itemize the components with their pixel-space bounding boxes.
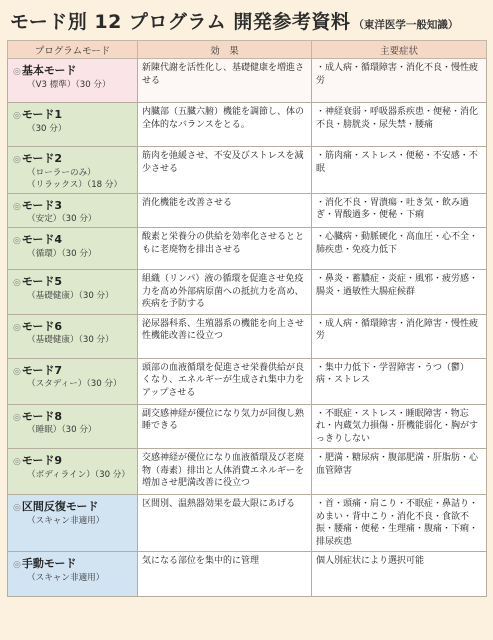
header-symptoms: 主要症状	[312, 41, 487, 59]
effect-cell: 副交感神経が優位になり気力が回復し熟睡できる	[138, 404, 312, 449]
mode-name-text: モード9	[21, 454, 63, 467]
mode-cell	[8, 358, 138, 404]
mode-name-text: モード6	[21, 319, 63, 333]
mode-name-text: モード7	[21, 363, 63, 377]
effect-cell: 新陳代謝を活性化し、基礎健康を増進させる	[138, 59, 312, 103]
mode-name	[13, 501, 135, 515]
effect-cell: 泌尿器科系、生殖器系の機能を向上させ性機能改善に役立つ	[138, 314, 312, 358]
mode-subtitle: （リラックス）（18 分）	[27, 179, 123, 190]
effect-cell: 頭部の血液循環を促進させ栄養供給が良くなり、エネルギーが生成され集中力をアップさせる	[138, 358, 312, 404]
table-row	[8, 193, 487, 228]
mode-subtitle: （ボディライン）（30 分）	[27, 469, 130, 480]
table-row	[8, 59, 487, 103]
mode-subtitle: （30 分）	[27, 123, 67, 134]
table-row	[8, 404, 487, 449]
title-row	[7, 8, 486, 34]
mode-name-text: モード4	[21, 233, 63, 246]
double-circle-icon: ◎	[13, 457, 21, 467]
mode-subtitle: （安定）（30 分）	[27, 214, 97, 224]
mode-name	[13, 153, 135, 167]
mode-name-text: モード8	[21, 409, 63, 423]
mode-name-text: 区間反復モード	[21, 500, 99, 513]
table-row	[8, 103, 487, 147]
mode-cell	[8, 147, 138, 194]
mode-subtitle: （スキャン非適用）	[27, 572, 105, 583]
mode-subtitle: （スキャン非適用）	[27, 515, 105, 526]
mode-cell	[8, 59, 138, 103]
effect-cell: 組織（リンパ）液の循環を促進させ免疫力を高め外部病原菌への抵抗力を高め、疾病を予防する	[138, 270, 312, 315]
effect-cell: 酸素と栄養分の供給を効率化させるとともに老廃物を排出させる	[138, 228, 312, 270]
mode-name	[13, 234, 135, 248]
mode-name-text: 手動モード	[21, 557, 77, 570]
effect-cell: 気になる部位を集中的に管理	[138, 552, 312, 597]
mode-subtitle: （V3 標準）（30 分）	[27, 79, 111, 90]
mode-cell	[8, 314, 138, 358]
mode-name	[13, 558, 135, 572]
double-circle-icon: ◎	[13, 155, 21, 165]
double-circle-icon: ◎	[13, 366, 21, 377]
mode-name	[13, 65, 135, 79]
symptoms-cell: ・神経衰弱・呼吸器系疾患・便秘・消化不良・膀胱炎・尿失禁・腰痛	[312, 103, 487, 147]
mode-subtitle: （循環）（30 分）	[27, 248, 97, 259]
mode-name-text: 基本モード	[21, 64, 77, 77]
table-header-row	[8, 41, 487, 59]
mode-name	[13, 321, 135, 335]
double-circle-icon: ◎	[13, 111, 21, 121]
mode-cell	[8, 103, 138, 147]
double-circle-icon: ◎	[13, 503, 21, 513]
header-effect: 効 果	[138, 41, 312, 59]
mode-cell	[8, 552, 138, 597]
mode-subtitle: （ローラーのみ）	[27, 167, 96, 178]
effect-cell: 消化機能を改善させる	[138, 193, 312, 228]
symptoms-cell: ・鼻炎・蓄膿症・炎症・風邪・疲労感・腸炎・過敏性大腸症候群	[312, 270, 487, 315]
table-row	[8, 314, 487, 358]
symptoms-cell: 個人別症状により選択可能	[312, 552, 487, 597]
symptoms-cell: ・肥満・糖尿病・腹部肥満・肝脂肪・心血管障害	[312, 449, 487, 495]
mode-name	[13, 411, 135, 425]
mode-cell	[8, 404, 138, 449]
mode-subtitle: （基礎健康）（30 分）	[27, 335, 114, 345]
symptoms-cell: ・首・頭痛・肩こり・不眠症・鼻詰り・めまい・背中こり・消化不良・食欲不振・腰痛・便秘・生理痛・腹痛・下痢・排尿疾患	[312, 495, 487, 552]
mode-subtitle: （睡眠）（30 分）	[27, 425, 97, 435]
symptoms-cell: ・筋肉痛・ストレス・便秘・不安感・不眠	[312, 147, 487, 194]
symptoms-cell: ・成人病・循環障害・消化障害・慢性疲労	[312, 314, 487, 358]
mode-cell	[8, 449, 138, 495]
symptoms-cell: ・心臓病・動脈硬化・高血圧・心不全・肺疾患・免疫力低下	[312, 228, 487, 270]
double-circle-icon: ◎	[13, 278, 21, 288]
symptoms-cell: ・消化不良・胃潰瘍・吐き気・飲み過ぎ・胃酸過多・便秘・下痢	[312, 193, 487, 228]
double-circle-icon: ◎	[13, 560, 21, 570]
mode-cell	[8, 228, 138, 270]
header-program-mode: プログラムモード	[8, 41, 138, 59]
table-row	[8, 228, 487, 270]
mode-name	[13, 365, 135, 379]
mode-cell	[8, 495, 138, 552]
mode-cell	[8, 270, 138, 315]
double-circle-icon: ◎	[13, 201, 21, 212]
table-row	[8, 270, 487, 315]
page-subtitle: （東洋医学一般知識）	[353, 19, 459, 31]
page-title: モード別 12 プログラム 開発参考資料	[10, 11, 351, 33]
mode-name	[13, 276, 135, 290]
mode-name	[13, 109, 135, 123]
table-row	[8, 495, 487, 552]
mode-cell	[8, 193, 138, 228]
mode-subtitle: （基礎健康）（30 分）	[27, 290, 114, 301]
double-circle-icon: ◎	[13, 412, 21, 423]
symptoms-cell: ・不眠症・ストレス・睡眠障害・物忘れ・内蔵気力損傷・肝機能弱化・胸がすっきりしない	[312, 404, 487, 449]
table-body	[8, 59, 487, 597]
program-table	[7, 40, 487, 597]
mode-name-text: モード3	[21, 198, 63, 212]
effect-cell: 区間別、温熱器効果を最大限にあげる	[138, 495, 312, 552]
mode-name-text: モード5	[21, 275, 63, 288]
effect-cell: 交感神経が優位になり血液循環及び老廃物（毒素）排出と人体消費エネルギーを増加させ肥満改善に役立つ	[138, 449, 312, 495]
double-circle-icon: ◎	[13, 67, 21, 77]
double-circle-icon: ◎	[13, 322, 21, 333]
table-row	[8, 449, 487, 495]
effect-cell: 内臓部（五臓六腑）機能を調節し、体の全体的なバランスをとる。	[138, 103, 312, 147]
double-circle-icon: ◎	[13, 236, 21, 246]
symptoms-cell: ・集中力低下・学習障害・うつ（鬱）病・ストレス	[312, 358, 487, 404]
table-row	[8, 358, 487, 404]
table-row	[8, 147, 487, 194]
mode-name-text: モード1	[21, 108, 63, 121]
effect-cell: 筋肉を弛緩させ、不安及びストレスを減少させる	[138, 147, 312, 194]
symptoms-cell: ・成人病・循環障害・消化不良・慢性疲労	[312, 59, 487, 103]
mode-name-text: モード2	[21, 152, 63, 165]
mode-subtitle: （スタディー）（30 分）	[27, 379, 122, 389]
mode-name	[13, 455, 135, 469]
mode-name	[13, 200, 135, 214]
table-row	[8, 552, 487, 597]
